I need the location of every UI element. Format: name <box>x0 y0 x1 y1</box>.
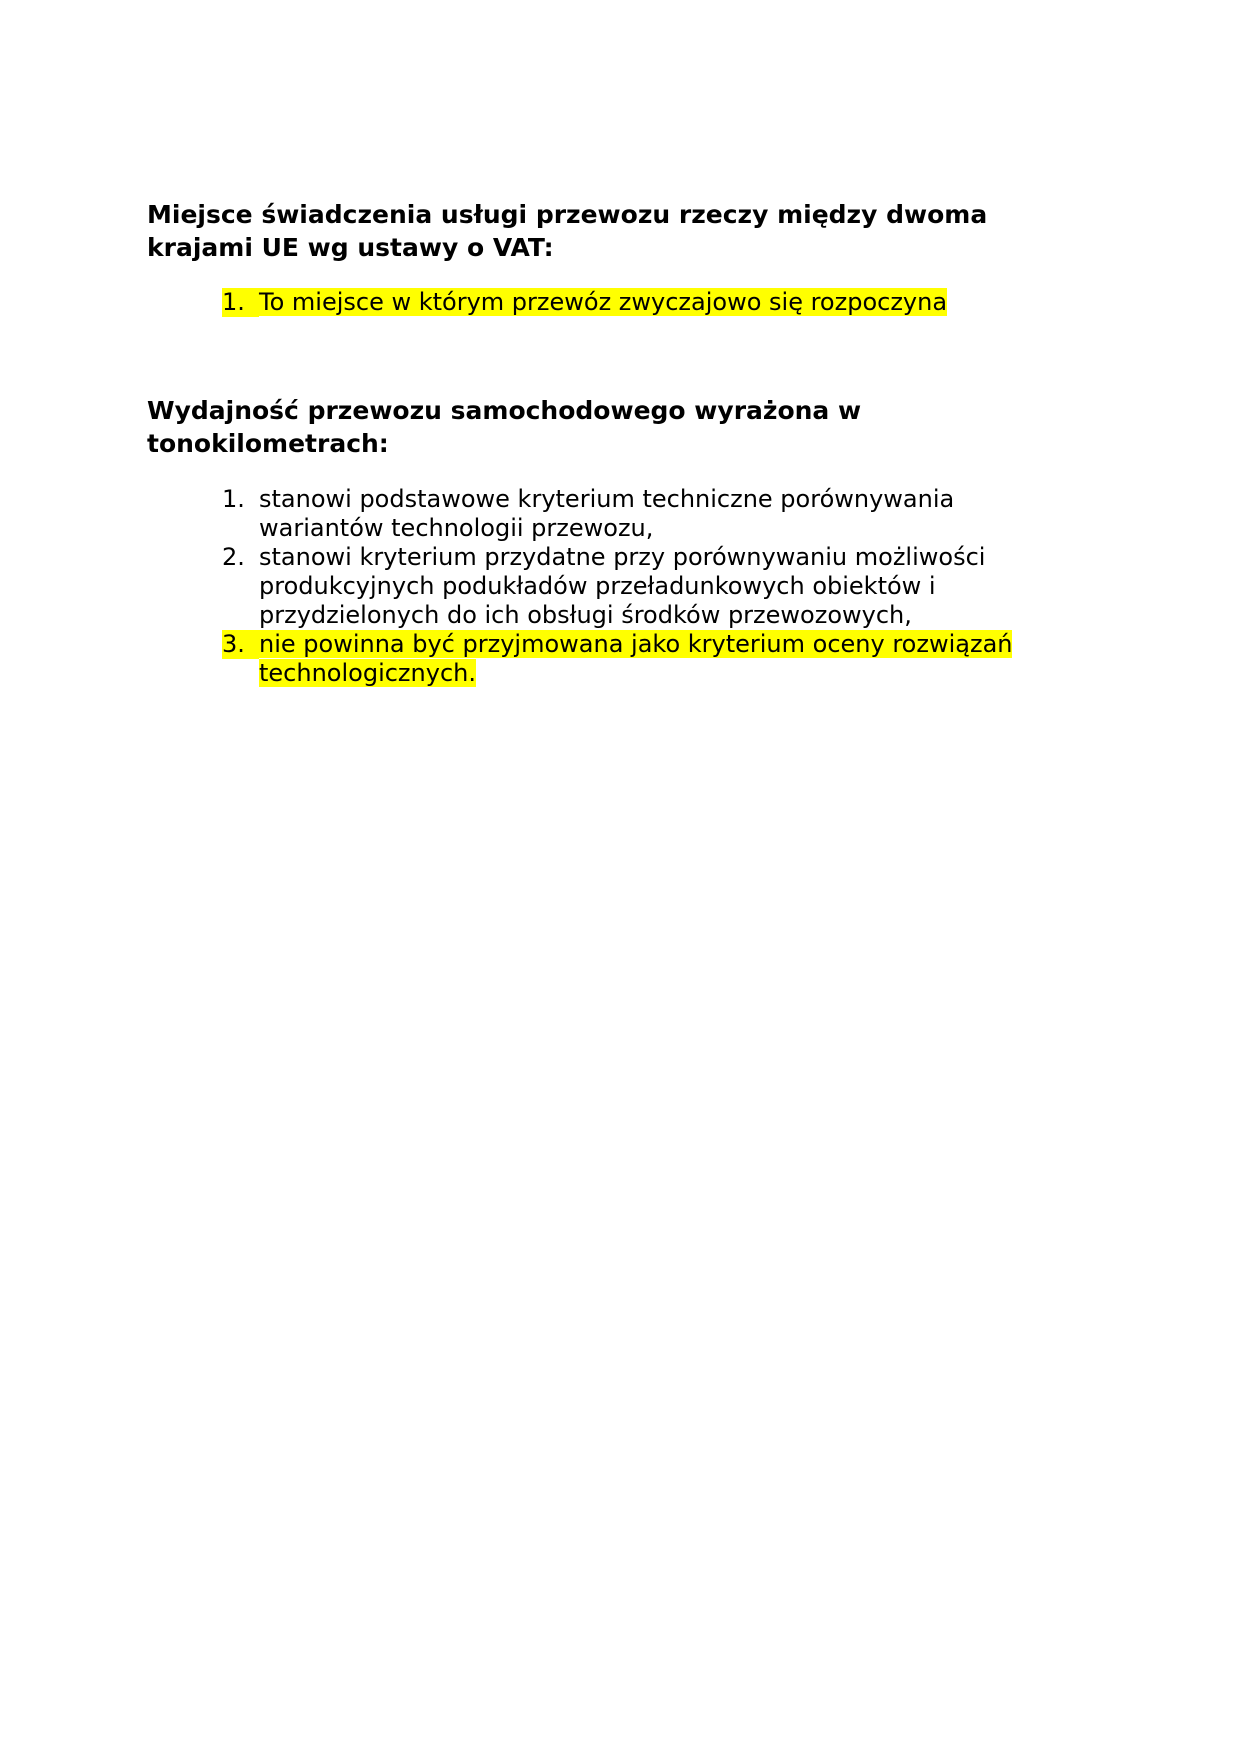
answer-text: nie powinna być przyjmowana jako kryterium oceny rozwiązań technologicznych. <box>259 630 1013 687</box>
answer-list-1 <box>222 288 1072 317</box>
answer-text: To miejsce w którym przewóz zwyczajowo się rozpoczyna <box>259 288 948 316</box>
answer-number: 2. <box>222 543 245 571</box>
answer-number: 3. <box>222 630 259 659</box>
answer-item <box>222 630 1072 688</box>
answer-number: 1. <box>222 485 245 513</box>
answer-item <box>222 288 1072 317</box>
answer-text: stanowi kryterium przydatne przy porównywaniu możliwości produkcyjnych podukładów przeładunkowych obiektów i przydzielonych do ich obsługi środków przewozowych, <box>259 543 986 629</box>
answer-text: stanowi podstawowe kryterium techniczne porównywania wariantów technologii przewozu, <box>259 485 955 542</box>
answer-number: 1. <box>222 288 259 317</box>
question-heading-1: Miejsce świadczenia usługi przewozu rzeczy między dwoma krajami UE wg ustawy o VAT: <box>147 200 988 262</box>
answer-item <box>222 543 1072 630</box>
answer-item <box>222 485 1072 543</box>
question-heading-2: Wydajność przewozu samochodowego wyrażona w tonokilometrach: <box>147 396 862 458</box>
answer-list-2 <box>222 485 1072 688</box>
